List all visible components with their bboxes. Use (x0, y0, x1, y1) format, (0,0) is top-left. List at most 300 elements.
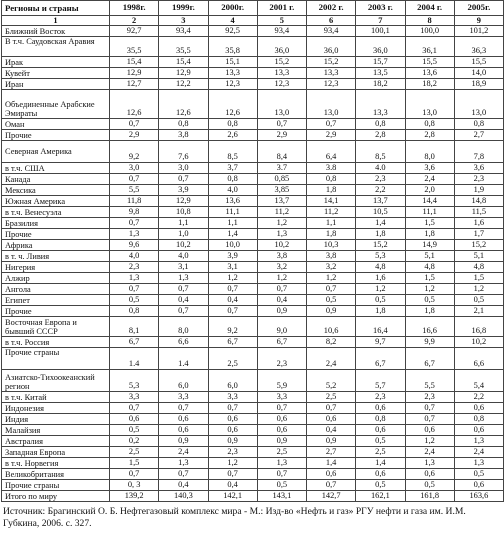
table-row (2, 68, 504, 79)
region-label-cell: Ирак (2, 57, 110, 68)
region-label-cell: Кувейт (2, 68, 110, 79)
value-cell: 7,6 (159, 141, 208, 163)
value-cell: 2,4 (307, 348, 356, 370)
value-cell: 13,7 (257, 196, 306, 207)
value-cell: 0,7 (110, 403, 159, 414)
value-cell: 1,2 (257, 218, 306, 229)
value-cell: 18,2 (405, 79, 454, 90)
column-index-cell: 8 (405, 16, 454, 26)
value-cell: 6,7 (356, 348, 405, 370)
table-row (2, 141, 504, 163)
value-cell: 2,4 (454, 447, 503, 458)
value-cell: 6,7 (257, 337, 306, 348)
region-label-cell: Южная Америка (2, 196, 110, 207)
value-cell: 15,1 (208, 57, 257, 68)
table-row (2, 447, 504, 458)
value-cell: 2,0 (405, 185, 454, 196)
value-cell: 10,6 (307, 317, 356, 337)
value-cell: 2,3 (110, 262, 159, 273)
table-row (2, 306, 504, 317)
value-cell: 12,3 (257, 79, 306, 90)
value-cell: 5,2 (307, 370, 356, 392)
value-cell: 10,2 (454, 337, 503, 348)
region-label-cell: Западная Европа (2, 447, 110, 458)
value-cell: 10,0 (208, 240, 257, 251)
region-label-cell: Египет (2, 295, 110, 306)
value-cell: 1,8 (307, 229, 356, 240)
value-cell: 1,2 (405, 436, 454, 447)
value-cell: 4,0 (110, 251, 159, 262)
value-cell: 0,4 (159, 480, 208, 491)
value-cell: 1,4 (307, 458, 356, 469)
value-cell: 0,7 (257, 284, 306, 295)
value-cell: 0,8 (159, 119, 208, 130)
value-cell: 0,8 (356, 414, 405, 425)
value-cell: 3,2 (307, 262, 356, 273)
table-row (2, 196, 504, 207)
table-body (2, 1, 504, 502)
value-cell: 0,7 (307, 403, 356, 414)
table-row (2, 425, 504, 436)
value-cell: 93,4 (307, 26, 356, 37)
value-cell: 2,7 (454, 130, 503, 141)
value-cell: 9,9 (405, 337, 454, 348)
value-cell: 1,2 (307, 273, 356, 284)
region-label-cell: в т.ч. США (2, 163, 110, 174)
value-cell: 0,85 (257, 174, 306, 185)
value-cell: 1,8 (356, 229, 405, 240)
value-cell: 1,8 (307, 185, 356, 196)
value-cell: 12,9 (159, 196, 208, 207)
value-cell: 2,3 (356, 392, 405, 403)
value-cell: 1,3 (110, 273, 159, 284)
value-cell: 0,7 (110, 469, 159, 480)
value-cell: 0,7 (208, 306, 257, 317)
value-cell: 0,8 (454, 119, 503, 130)
table-row (2, 229, 504, 240)
region-label-cell: Восточная Европа и бывший СССР (2, 317, 110, 337)
value-cell: 0,6 (159, 425, 208, 436)
value-cell: 5,5 (405, 370, 454, 392)
region-label-cell: Великобритания (2, 469, 110, 480)
value-cell: 1,6 (454, 218, 503, 229)
region-label-cell: Объединенные Арабские Эмираты (2, 90, 110, 119)
value-cell: 1,3 (405, 458, 454, 469)
value-cell: 36,0 (356, 37, 405, 57)
value-cell: 2,5 (356, 447, 405, 458)
value-cell: 2,3 (356, 174, 405, 185)
table-row (2, 273, 504, 284)
value-cell: 8,5 (208, 141, 257, 163)
value-cell: 93,4 (159, 26, 208, 37)
value-cell: 0,6 (307, 469, 356, 480)
value-cell: 8,2 (307, 337, 356, 348)
value-cell: 6,6 (454, 348, 503, 370)
value-cell: 1,3 (454, 458, 503, 469)
value-cell: 0,5 (307, 295, 356, 306)
region-label-cell: в т.ч. Россия (2, 337, 110, 348)
value-cell: 0,7 (307, 119, 356, 130)
value-cell: 0,6 (110, 414, 159, 425)
column-index-cell: 9 (454, 16, 503, 26)
table-row (2, 317, 504, 337)
region-label-cell: В т.ч. Саудовская Аравия (2, 37, 110, 57)
value-cell: 1,4 (208, 229, 257, 240)
header-region-cell: Регионы и страны (2, 1, 110, 16)
value-cell: 9,0 (257, 317, 306, 337)
value-cell: 3,3 (208, 392, 257, 403)
value-cell: 2,8 (356, 130, 405, 141)
value-cell: 0,9 (307, 436, 356, 447)
value-cell: 4.0 (356, 163, 405, 174)
value-cell: 13,5 (356, 68, 405, 79)
value-cell: 0,7 (307, 480, 356, 491)
column-index-cell: 1 (2, 16, 110, 26)
value-cell: 0,7 (257, 119, 306, 130)
value-cell: 1,0 (159, 229, 208, 240)
region-label-cell: Африка (2, 240, 110, 251)
column-index-row (2, 16, 504, 26)
value-cell: 6,4 (307, 141, 356, 163)
value-cell: 1,5 (454, 273, 503, 284)
value-cell: 0,5 (356, 295, 405, 306)
value-cell: 1,3 (110, 229, 159, 240)
table-row (2, 119, 504, 130)
value-cell: 1,8 (405, 306, 454, 317)
value-cell: 2,9 (257, 130, 306, 141)
value-cell: 12,6 (159, 90, 208, 119)
value-cell: 7,8 (454, 141, 503, 163)
region-label-cell: в т.ч. Китай (2, 392, 110, 403)
value-cell: 3,9 (208, 251, 257, 262)
value-cell: 13,0 (307, 90, 356, 119)
table-row (2, 436, 504, 447)
value-cell: 3,3 (110, 392, 159, 403)
value-cell: 5,3 (356, 251, 405, 262)
value-cell: 6,0 (159, 370, 208, 392)
region-label-cell: в т.ч. Норвегия (2, 458, 110, 469)
value-cell: 1.4 (110, 348, 159, 370)
value-cell: 9,6 (110, 240, 159, 251)
value-cell: 1,1 (307, 218, 356, 229)
value-cell: 4,8 (454, 262, 503, 273)
value-cell: 3,0 (110, 163, 159, 174)
value-cell: 0,6 (208, 414, 257, 425)
value-cell: 1,3 (257, 229, 306, 240)
column-index-cell: 7 (356, 16, 405, 26)
table-row (2, 174, 504, 185)
region-label-cell: Прочие (2, 130, 110, 141)
table-row (2, 207, 504, 218)
value-cell: 16,8 (454, 317, 503, 337)
value-cell: 10,2 (159, 240, 208, 251)
value-cell: 0,6 (257, 425, 306, 436)
header-year-cell: 2001 г. (257, 1, 306, 16)
table-row (2, 262, 504, 273)
table-header-row (2, 1, 504, 16)
value-cell: 2,6 (208, 130, 257, 141)
value-cell: 9,7 (356, 337, 405, 348)
value-cell: 0,2 (110, 436, 159, 447)
value-cell: 9,8 (110, 207, 159, 218)
value-cell: 18,9 (454, 79, 503, 90)
value-cell: 0,4 (307, 425, 356, 436)
value-cell: 5,3 (110, 370, 159, 392)
value-cell: 11,2 (307, 207, 356, 218)
value-cell: 2,9 (307, 130, 356, 141)
value-cell: 8,5 (356, 141, 405, 163)
value-cell: 0,6 (356, 469, 405, 480)
value-cell: 1,1 (159, 218, 208, 229)
value-cell: 4,0 (208, 185, 257, 196)
value-cell: 1,8 (356, 306, 405, 317)
value-cell: 1,2 (356, 284, 405, 295)
value-cell: 2,2 (454, 392, 503, 403)
value-cell: 15,4 (110, 57, 159, 68)
source-note: Источник: Брагинский О. Б. Нефтегазовый комплекс мира - М.: Изд-во «Нефть и газ» РГУ нефти и газа им. И.М. Губкина, 2006. с. 327. (3, 506, 466, 529)
value-cell: 1,2 (454, 284, 503, 295)
value-cell: 2,5 (257, 447, 306, 458)
table-row (2, 26, 504, 37)
value-cell: 142,7 (307, 491, 356, 502)
value-cell: 13,0 (257, 90, 306, 119)
value-cell: 1,2 (208, 458, 257, 469)
value-cell: 8,0 (405, 141, 454, 163)
value-cell: 10,2 (257, 240, 306, 251)
column-index-cell: 3 (159, 16, 208, 26)
value-cell: 0,7 (257, 403, 306, 414)
region-label-cell: в т. ч. Ливия (2, 251, 110, 262)
value-cell: 3.8 (307, 163, 356, 174)
value-cell: 2,7 (307, 447, 356, 458)
value-cell: 0,6 (356, 425, 405, 436)
region-label-cell: Ближний Восток (2, 26, 110, 37)
value-cell: 11,5 (454, 207, 503, 218)
value-cell: 2,5 (110, 447, 159, 458)
table-row (2, 295, 504, 306)
value-cell: 3,8 (307, 251, 356, 262)
value-cell: 12,7 (110, 79, 159, 90)
value-cell: 0,8 (356, 119, 405, 130)
value-cell: 6,6 (159, 337, 208, 348)
value-cell: 0,9 (307, 306, 356, 317)
value-cell: 0,8 (405, 119, 454, 130)
value-cell: 15,4 (159, 57, 208, 68)
value-cell: 2,5 (208, 348, 257, 370)
value-cell: 5,9 (257, 370, 306, 392)
value-cell: 4,8 (356, 262, 405, 273)
header-year-cell: 2004 г. (405, 1, 454, 16)
value-cell: 100,1 (356, 26, 405, 37)
value-cell: 1,3 (454, 436, 503, 447)
value-cell: 14,8 (454, 196, 503, 207)
value-cell: 11,1 (208, 207, 257, 218)
value-cell: 0,8 (208, 174, 257, 185)
value-cell: 15,2 (356, 240, 405, 251)
value-cell: 163,6 (454, 491, 503, 502)
value-cell: 15,2 (307, 57, 356, 68)
value-cell: 142,1 (208, 491, 257, 502)
region-label-cell: Прочие страны (2, 348, 110, 370)
value-cell: 0,8 (454, 414, 503, 425)
value-cell: 2,4 (405, 174, 454, 185)
table-row (2, 491, 504, 502)
value-cell: 3,3 (159, 392, 208, 403)
value-cell: 8,1 (110, 317, 159, 337)
value-cell: 36,0 (307, 37, 356, 57)
table-row (2, 240, 504, 251)
region-label-cell: Алжир (2, 273, 110, 284)
table-row (2, 458, 504, 469)
value-cell: 0,7 (208, 403, 257, 414)
value-cell: 2,5 (307, 392, 356, 403)
value-cell: 0,7 (257, 469, 306, 480)
value-cell: 12,6 (110, 90, 159, 119)
value-cell: 100,0 (405, 26, 454, 37)
value-cell: 1,3 (159, 458, 208, 469)
value-cell: 0,7 (159, 469, 208, 480)
value-cell: 18,2 (356, 79, 405, 90)
value-cell: 139,2 (110, 491, 159, 502)
value-cell: 6,7 (208, 337, 257, 348)
value-cell: 11,1 (405, 207, 454, 218)
value-cell: 0,6 (257, 414, 306, 425)
value-cell: 0,9 (257, 306, 306, 317)
value-cell: 5,1 (454, 251, 503, 262)
region-label-cell: Малайзия (2, 425, 110, 436)
value-cell: 2,9 (110, 130, 159, 141)
table-row (2, 251, 504, 262)
value-cell: 3,7 (208, 163, 257, 174)
value-cell: 162,1 (356, 491, 405, 502)
value-cell: 2,3 (454, 174, 503, 185)
value-cell: 0,9 (159, 436, 208, 447)
column-index-cell: 4 (208, 16, 257, 26)
header-year-cell: 1998г. (110, 1, 159, 16)
value-cell: 1,7 (454, 229, 503, 240)
value-cell: 3,2 (257, 262, 306, 273)
value-cell: 0,5 (110, 295, 159, 306)
value-cell: 5,7 (356, 370, 405, 392)
table-row (2, 469, 504, 480)
table-row (2, 79, 504, 90)
value-cell: 10,3 (307, 240, 356, 251)
value-cell: 35,5 (110, 37, 159, 57)
value-cell: 0,7 (110, 174, 159, 185)
value-cell: 15,2 (257, 57, 306, 68)
table-row (2, 130, 504, 141)
value-cell: 14,4 (405, 196, 454, 207)
value-cell: 2,8 (405, 130, 454, 141)
value-cell: 13,0 (405, 90, 454, 119)
region-label-cell: Индия (2, 414, 110, 425)
value-cell: 0,7 (159, 284, 208, 295)
region-label-cell: Индонезия (2, 403, 110, 414)
value-cell: 0,7 (208, 469, 257, 480)
value-cell: 140,3 (159, 491, 208, 502)
header-year-cell: 2000г. (208, 1, 257, 16)
table-row (2, 37, 504, 57)
value-cell: 0, 3 (110, 480, 159, 491)
value-cell: 0,8 (110, 306, 159, 317)
region-label-cell: Прочие страны (2, 480, 110, 491)
value-cell: 1,6 (356, 273, 405, 284)
value-cell: 3,6 (454, 163, 503, 174)
value-cell: 36,3 (454, 37, 503, 57)
header-year-cell: 1999г. (159, 1, 208, 16)
region-label-cell: в т.ч. Венесуэла (2, 207, 110, 218)
value-cell: 0,4 (159, 295, 208, 306)
value-cell: 0,8 (307, 174, 356, 185)
value-cell: 0,7 (405, 403, 454, 414)
value-cell: 12,6 (208, 90, 257, 119)
value-cell: 1,5 (405, 218, 454, 229)
value-cell: 15,7 (356, 57, 405, 68)
value-cell: 143,1 (257, 491, 306, 502)
column-index-cell: 5 (257, 16, 306, 26)
value-cell: 0,7 (159, 174, 208, 185)
value-cell: 0,5 (454, 469, 503, 480)
value-cell: 2,2 (356, 185, 405, 196)
region-label-cell: Прочие (2, 306, 110, 317)
value-cell: 1,5 (405, 273, 454, 284)
value-cell: 6,7 (110, 337, 159, 348)
value-cell: 3,85 (257, 185, 306, 196)
value-cell: 0,9 (208, 436, 257, 447)
value-cell: 8,0 (159, 317, 208, 337)
value-cell: 3,3 (257, 392, 306, 403)
value-cell: 11,8 (110, 196, 159, 207)
value-cell: 16,4 (356, 317, 405, 337)
value-cell: 0,6 (405, 469, 454, 480)
value-cell: 4,8 (405, 262, 454, 273)
value-cell: 14,0 (454, 68, 503, 79)
table-row (2, 370, 504, 392)
value-cell: 0,6 (454, 480, 503, 491)
value-cell: 3,8 (159, 130, 208, 141)
table-row (2, 57, 504, 68)
value-cell: 0,4 (208, 295, 257, 306)
value-cell: 16,6 (405, 317, 454, 337)
value-cell: 0,7 (405, 414, 454, 425)
value-cell: 6,7 (405, 348, 454, 370)
value-cell: 1,3 (257, 458, 306, 469)
value-cell: 15,5 (454, 57, 503, 68)
value-cell: 9,2 (208, 317, 257, 337)
value-cell: 1,4 (356, 218, 405, 229)
value-cell: 2,3 (405, 392, 454, 403)
value-cell: 0,5 (257, 480, 306, 491)
region-label-cell: Нигерия (2, 262, 110, 273)
value-cell: 0,4 (257, 295, 306, 306)
value-cell: 0,7 (307, 284, 356, 295)
value-cell: 0,4 (208, 480, 257, 491)
value-cell: 0,6 (307, 414, 356, 425)
value-cell: 12,3 (208, 79, 257, 90)
region-label-cell: Австралия (2, 436, 110, 447)
value-cell: 0,8 (208, 119, 257, 130)
region-label-cell: Азиатско-Тихоокеанский регион (2, 370, 110, 392)
value-cell: 15,2 (454, 240, 503, 251)
value-cell: 2,3 (257, 348, 306, 370)
value-cell: 92,5 (208, 26, 257, 37)
value-cell: 13,6 (405, 68, 454, 79)
value-cell: 12,9 (159, 68, 208, 79)
value-cell: 0,6 (208, 425, 257, 436)
column-index-cell: 6 (307, 16, 356, 26)
value-cell: 3,9 (159, 185, 208, 196)
value-cell: 1,2 (257, 273, 306, 284)
